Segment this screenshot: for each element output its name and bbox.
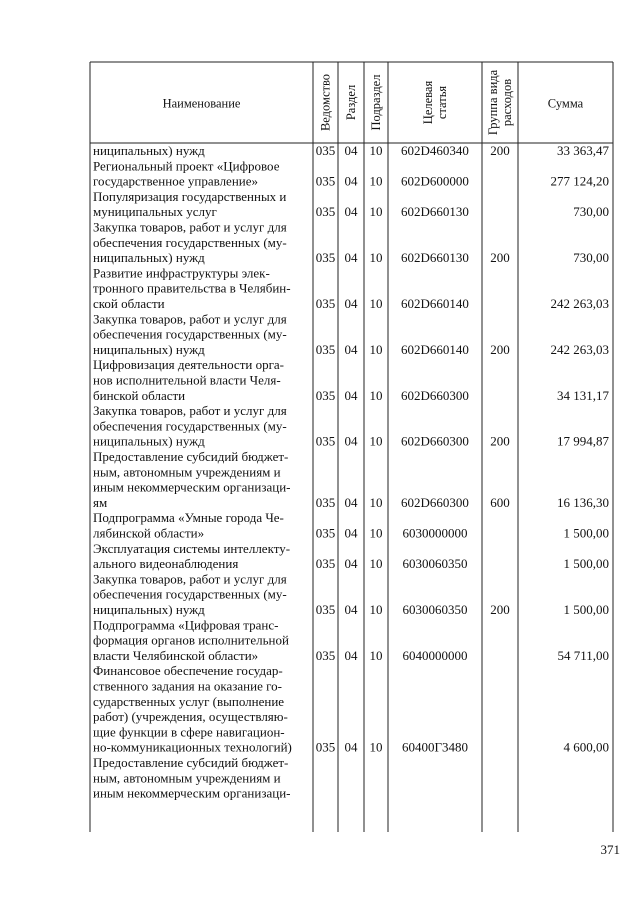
row-amount: 1 500,00 xyxy=(563,602,609,617)
header-expense-group-line: расходов xyxy=(500,78,514,127)
row-expense-group: 600 xyxy=(490,494,510,510)
row-target-article: 6030000000 xyxy=(402,525,468,541)
row-name: Закупка товаров, работ и услуг для xyxy=(93,403,287,419)
row-name: ниципальных) нужд xyxy=(93,250,205,266)
row-department: 035 xyxy=(315,556,336,572)
row-department: 035 xyxy=(315,341,336,357)
row-name: формация органов исполнительной xyxy=(93,632,289,648)
row-section: 04 xyxy=(344,387,358,403)
row-name: Предоставление субсидий бюджет- xyxy=(93,449,289,464)
row-name: ным, автономным учреждениям и xyxy=(93,770,281,786)
row-department: 035 xyxy=(315,143,336,158)
row-subsection: 10 xyxy=(369,556,383,572)
row-amount: 277 124,20 xyxy=(550,173,609,189)
row-name: Закупка товаров, работ и услуг для xyxy=(93,571,287,587)
row-department: 035 xyxy=(315,387,336,403)
header-amount: Сумма xyxy=(547,96,584,111)
row-subsection: 10 xyxy=(369,525,383,541)
row-subsection: 10 xyxy=(369,143,383,158)
row-expense-group: 200 xyxy=(490,250,510,266)
header-target-article xyxy=(421,81,449,125)
row-amount: 730,00 xyxy=(573,204,609,220)
row-section: 04 xyxy=(344,525,358,541)
row-subsection: 10 xyxy=(369,647,383,663)
row-subsection: 10 xyxy=(369,341,383,357)
row-target-article: 60400Г3480 xyxy=(401,739,469,755)
header-department xyxy=(319,74,333,131)
table-row xyxy=(93,265,609,311)
row-name: Предоставление субсидий бюджет- xyxy=(93,755,289,770)
row-name: иным некоммерческим организаци- xyxy=(93,785,291,801)
row-subsection: 10 xyxy=(369,173,383,189)
row-department: 035 xyxy=(315,494,336,510)
row-target-article: 602D660300 xyxy=(401,494,469,510)
row-amount: 4 600,00 xyxy=(563,739,609,755)
row-subsection: 10 xyxy=(369,494,383,510)
row-department: 035 xyxy=(315,173,336,189)
row-section: 04 xyxy=(344,341,358,357)
header-expense-group-line: Группа вида xyxy=(486,69,500,136)
row-amount: 1 500,00 xyxy=(563,556,609,572)
row-name: Региональный проект «Цифровое xyxy=(93,158,280,174)
row-name: ской области xyxy=(93,296,165,311)
row-target-article: 602D660130 xyxy=(401,204,469,220)
table-row xyxy=(93,189,609,219)
row-section: 04 xyxy=(344,250,358,266)
row-department: 035 xyxy=(315,739,336,755)
header-expense-group xyxy=(486,69,514,135)
row-name: власти Челябинской области» xyxy=(93,647,259,663)
row-subsection: 10 xyxy=(369,250,383,266)
row-section: 04 xyxy=(344,204,358,220)
row-target-article: 6030060350 xyxy=(402,556,468,572)
table-row xyxy=(93,158,609,188)
row-name: Популяризация государственных и xyxy=(93,188,287,204)
table-row xyxy=(93,617,609,663)
row-target-article: 6040000000 xyxy=(402,647,468,663)
row-name: Развитие инфраструктуры элек- xyxy=(93,265,270,281)
row-expense-group: 200 xyxy=(490,143,510,158)
table-row xyxy=(93,311,609,357)
table-row xyxy=(93,143,610,158)
row-target-article: 602D660130 xyxy=(401,250,469,266)
row-department: 035 xyxy=(315,296,336,311)
row-department: 035 xyxy=(315,647,336,663)
row-target-article: 602D460340 xyxy=(401,143,469,158)
row-name: ального видеонаблюдения xyxy=(93,556,239,572)
table-row xyxy=(93,663,609,755)
row-expense-group: 200 xyxy=(490,341,510,357)
row-subsection: 10 xyxy=(369,204,383,220)
row-subsection: 10 xyxy=(369,296,383,311)
row-section: 04 xyxy=(344,494,358,510)
row-section: 04 xyxy=(344,173,358,189)
row-subsection: 10 xyxy=(369,387,383,403)
table-row xyxy=(93,755,290,801)
header-name: Наименование xyxy=(162,96,241,111)
row-name: ям xyxy=(93,494,108,510)
table-row xyxy=(93,541,609,571)
row-name: обеспечения государственных (му- xyxy=(93,234,287,250)
row-name: ственного задания на оказание го- xyxy=(93,678,282,694)
row-target-article: 602D660140 xyxy=(401,296,469,311)
table-header xyxy=(163,69,584,135)
row-name: ниципальных) нужд xyxy=(93,433,205,449)
row-amount: 242 263,03 xyxy=(550,296,609,311)
table-row xyxy=(93,510,609,540)
row-name: обеспечения государственных (му- xyxy=(93,418,287,434)
row-name: иным некоммерческим организаци- xyxy=(93,479,291,495)
row-target-article: 6030060350 xyxy=(402,602,468,617)
page-number: 371 xyxy=(600,842,620,857)
table-row xyxy=(93,220,609,266)
row-section: 04 xyxy=(344,647,358,663)
row-name: сударственных услуг (выполнение xyxy=(93,693,285,709)
row-name: Подпрограмма «Умные города Че- xyxy=(93,510,284,526)
row-amount: 33 363,47 xyxy=(557,143,609,158)
header-target-article-line: статья xyxy=(435,85,449,120)
header-subsection xyxy=(369,75,383,131)
row-section: 04 xyxy=(344,143,358,158)
row-name: ниципальных) нужд xyxy=(93,341,205,357)
row-name: Закупка товаров, работ и услуг для xyxy=(93,219,287,235)
row-amount: 16 136,30 xyxy=(557,494,609,510)
row-department: 035 xyxy=(315,204,336,220)
row-name: но-коммуникационных технологий) xyxy=(93,739,292,755)
row-name: бинской области xyxy=(93,387,186,403)
row-name: Подпрограмма «Цифровая транс- xyxy=(93,617,279,633)
row-amount: 34 131,17 xyxy=(557,387,609,403)
row-amount: 1 500,00 xyxy=(563,525,609,541)
header-target-article-line: Целевая xyxy=(421,80,435,125)
row-section: 04 xyxy=(344,296,358,311)
row-expense-group: 200 xyxy=(490,602,510,617)
row-name: ным, автономным учреждениям и xyxy=(93,464,281,480)
row-section: 04 xyxy=(344,739,358,755)
row-name: обеспечения государственных (му- xyxy=(93,326,287,342)
row-name: Эксплуатация системы интеллекту- xyxy=(93,540,291,556)
row-department: 035 xyxy=(315,250,336,266)
row-name: Закупка товаров, работ и услуг для xyxy=(93,311,287,327)
row-department: 035 xyxy=(315,602,336,617)
row-name: нов исполнительной власти Челя- xyxy=(93,372,281,388)
header-department-line: Ведомство xyxy=(318,73,333,132)
row-subsection: 10 xyxy=(369,433,383,449)
row-subsection: 10 xyxy=(369,739,383,755)
table-row xyxy=(93,403,610,449)
row-amount: 242 263,03 xyxy=(550,341,609,357)
row-amount: 54 711,00 xyxy=(557,647,609,663)
row-name: государственное управление» xyxy=(93,173,259,189)
row-name: ниципальных) нужд xyxy=(93,602,205,617)
row-section: 04 xyxy=(344,602,358,617)
row-subsection: 10 xyxy=(369,602,383,617)
row-name: тронного правительства в Челябин- xyxy=(93,280,291,296)
table-row xyxy=(93,449,609,510)
row-expense-group: 200 xyxy=(490,433,510,449)
row-name: обеспечения государственных (му- xyxy=(93,586,287,602)
row-section: 04 xyxy=(344,433,358,449)
table-body xyxy=(93,143,610,801)
row-name: ниципальных) нужд xyxy=(93,143,205,158)
row-target-article: 602D600000 xyxy=(401,173,469,189)
row-department: 035 xyxy=(315,525,336,541)
row-name: Финансовое обеспечение государ- xyxy=(93,663,283,679)
row-department: 035 xyxy=(315,433,336,449)
row-name: работ) (учреждения, осуществляю- xyxy=(93,709,288,725)
header-subsection-line: Подраздел xyxy=(369,74,383,131)
row-target-article: 602D660300 xyxy=(401,387,469,403)
row-name: щие функции в сфере навигацион- xyxy=(93,724,285,740)
header-section xyxy=(344,85,358,120)
table-row xyxy=(93,571,609,617)
row-name: Цифровизация деятельности орга- xyxy=(93,357,285,373)
table-row xyxy=(93,357,610,403)
row-section: 04 xyxy=(344,556,358,572)
row-target-article: 602D660300 xyxy=(401,433,469,449)
row-name: лябинской области» xyxy=(93,525,205,541)
row-amount: 730,00 xyxy=(573,250,609,266)
row-name: муниципальных услуг xyxy=(93,204,217,220)
row-target-article: 602D660140 xyxy=(401,341,469,357)
header-section-line: Раздел xyxy=(344,84,358,121)
row-amount: 17 994,87 xyxy=(557,433,609,449)
